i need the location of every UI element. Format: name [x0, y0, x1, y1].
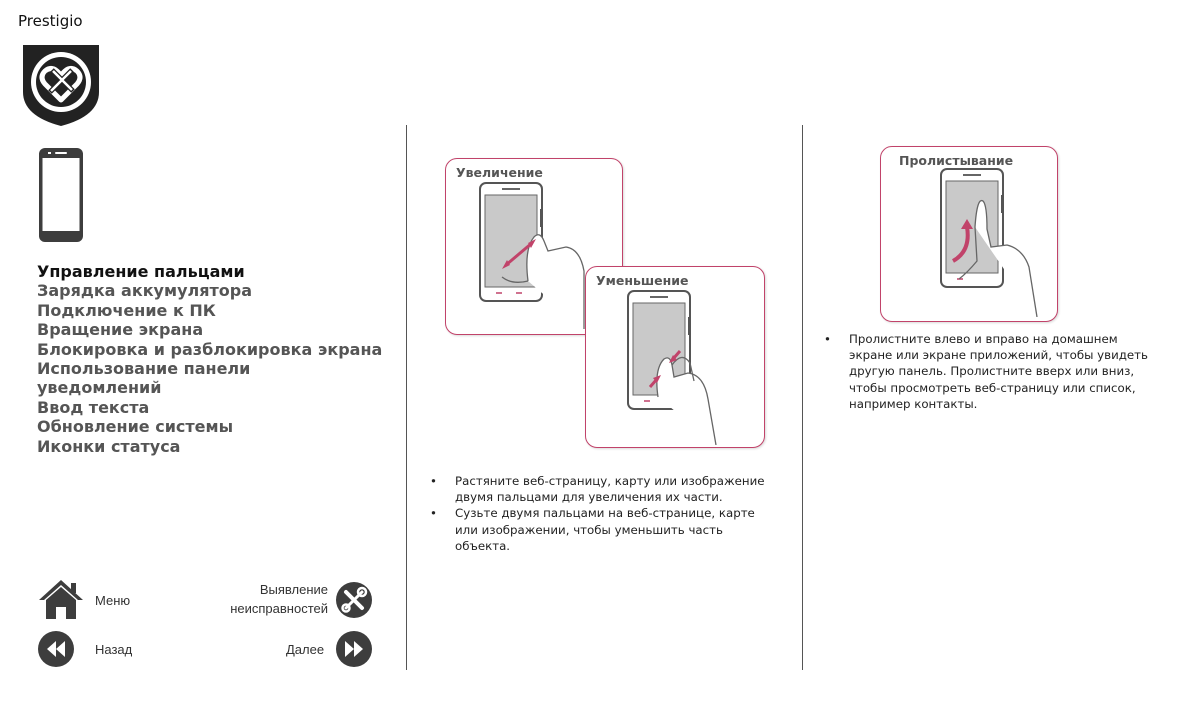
back-button[interactable]: Назад — [95, 642, 133, 657]
sidebar-nav — [37, 262, 397, 456]
column-divider-1 — [406, 125, 407, 670]
sidebar-item-gestures[interactable]: Управление пальцами — [37, 262, 245, 281]
back-icon[interactable] — [37, 630, 75, 668]
swipe-gesture-icon — [937, 167, 1047, 317]
sidebar-item-pc-connect[interactable]: Подключение к ПК — [37, 300, 216, 320]
zoom-out-title: Уменьшение — [596, 273, 689, 288]
forward-icon[interactable] — [335, 630, 373, 668]
zoom-out-instruction: • Сузьте двумя пальцами на веб-странице, карте или изображении, чтобы уменьшить часть объекта. — [428, 505, 768, 554]
next-button[interactable]: Далее — [286, 642, 325, 657]
sidebar-item-status-icons[interactable]: Иконки статуса — [37, 436, 181, 456]
smartphone-icon — [38, 147, 84, 243]
sidebar-item-text-input[interactable]: Ввод текста — [37, 397, 150, 417]
troubleshoot-label-line2: неисправностей — [230, 601, 328, 616]
column-divider-2 — [802, 125, 803, 670]
zoom-in-title: Увеличение — [456, 165, 543, 180]
swipe-instruction: • Пролистните влево и вправо на домашнем экране или экране приложений, чтобы увидеть другую панель. Пролистните вверх или вниз, чтобы просмотреть веб-страницу или список, например контакты. — [822, 331, 1162, 412]
sidebar-item-rotation[interactable]: Вращение экрана — [37, 320, 204, 340]
troubleshoot-button[interactable] — [221, 580, 328, 618]
sidebar-item-lock[interactable]: Блокировка и разблокировка экрана — [37, 339, 383, 359]
sidebar-item-notifications-cont[interactable]: уведомлений — [37, 378, 162, 398]
swipe-instructions — [822, 331, 1162, 412]
brand-name: Prestigio — [18, 12, 83, 30]
sidebar-item-notifications[interactable]: Использование панели — [37, 359, 251, 379]
swipe-illustration — [880, 146, 1058, 322]
swipe-title: Пролистывание — [899, 153, 1014, 168]
sidebar-item-update[interactable]: Обновление системы — [37, 417, 234, 437]
zoom-instructions — [428, 473, 768, 554]
troubleshoot-label-line1: Выявление — [259, 582, 328, 597]
home-icon[interactable] — [37, 578, 85, 620]
zoom-out-gesture-icon — [624, 289, 734, 445]
zoom-in-gesture-icon — [476, 181, 586, 329]
menu-button[interactable]: Меню — [95, 593, 131, 608]
prestigio-logo-icon — [18, 40, 104, 128]
sidebar-item-charging[interactable]: Зарядка аккумулятора — [37, 281, 252, 301]
zoom-out-illustration — [585, 266, 765, 448]
tools-icon[interactable] — [335, 581, 373, 619]
zoom-in-instruction: • Растяните веб-страницу, карту или изображение двумя пальцами для увеличения их части. — [428, 473, 768, 505]
